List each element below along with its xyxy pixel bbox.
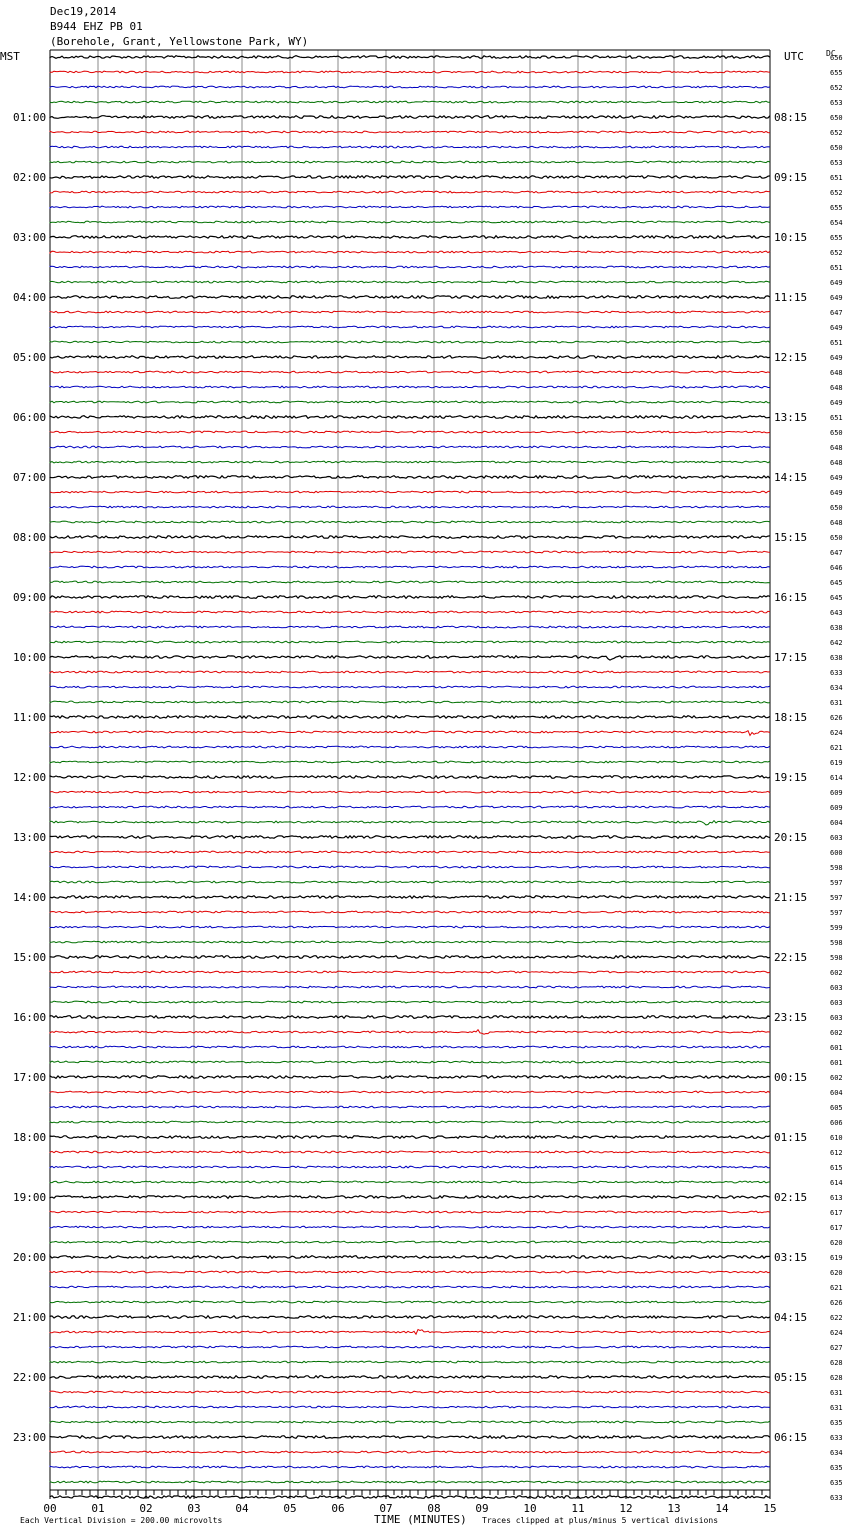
right-hour-label: 19:15 (774, 771, 808, 784)
left-hour-label: 18:00 (13, 1131, 47, 1144)
dc-offset-label: 650 (830, 114, 843, 122)
trace-line (50, 1316, 770, 1319)
dc-offset-label: 651 (830, 339, 843, 347)
dc-offset-label: 620 (830, 1239, 843, 1247)
left-hour-label: 14:00 (13, 891, 47, 904)
left-hour-label: 17:00 (13, 1071, 47, 1084)
trace-line (50, 1226, 770, 1228)
trace-line (50, 176, 770, 179)
trace-line (50, 671, 770, 673)
trace-line (50, 821, 770, 825)
dc-offset-label: 653 (830, 159, 843, 167)
dc-offset-label: 626 (830, 714, 843, 722)
trace-line (50, 1256, 770, 1259)
dc-offset-label: 650 (830, 504, 843, 512)
trace-line (50, 1346, 770, 1348)
right-hour-label: 01:15 (774, 1131, 808, 1144)
trace-line (50, 1091, 770, 1093)
left-hour-label: 21:00 (13, 1311, 47, 1324)
left-hour-label: 10:00 (13, 651, 47, 664)
trace-line (50, 1241, 770, 1243)
dc-offset-label: 624 (830, 729, 843, 737)
x-tick-label: 05 (283, 1502, 297, 1515)
dc-offset-label: 653 (830, 99, 843, 107)
trace-line (50, 626, 770, 628)
trace-line (50, 716, 770, 719)
trace-line (50, 206, 770, 208)
trace-line (50, 521, 770, 523)
left-hour-label: 20:00 (13, 1251, 47, 1264)
dc-offset-label: 652 (830, 249, 843, 257)
trace-line (50, 1301, 770, 1303)
right-hour-label: 03:15 (774, 1251, 808, 1264)
trace-line (50, 1181, 770, 1183)
trace-line (50, 71, 770, 73)
trace-line (50, 266, 770, 268)
left-hour-label: 02:00 (13, 171, 47, 184)
dc-offset-label: 655 (830, 69, 843, 77)
dc-offset-label: 601 (830, 1059, 843, 1067)
trace-line (50, 1361, 770, 1363)
dc-offset-label: 615 (830, 1164, 843, 1172)
trace-line (50, 1166, 770, 1168)
left-hour-label: 16:00 (13, 1011, 47, 1024)
trace-line (50, 1076, 770, 1079)
dc-offset-label: 645 (830, 594, 843, 602)
x-tick-label: 06 (331, 1502, 345, 1515)
right-hour-label: 13:15 (774, 411, 808, 424)
dc-offset-label: 598 (830, 954, 843, 962)
dc-offset-label: 600 (830, 849, 843, 857)
dc-offset-label: 606 (830, 1119, 843, 1127)
dc-offset-label: 617 (830, 1209, 843, 1217)
trace-line (50, 791, 770, 793)
trace-line (50, 1481, 770, 1483)
dc-offset-label: 649 (830, 489, 843, 497)
dc-offset-label: 603 (830, 999, 843, 1007)
trace-line (50, 491, 770, 493)
footer-clip-note: Traces clipped at plus/minus 5 vertical divisions (482, 1516, 719, 1525)
dc-offset-label: 638 (830, 654, 843, 662)
left-hour-label: 03:00 (13, 231, 47, 244)
left-hour-label: 15:00 (13, 951, 47, 964)
right-hour-label: 18:15 (774, 711, 808, 724)
dc-offset-label: 649 (830, 279, 843, 287)
dc-offset-label: 605 (830, 1104, 843, 1112)
trace-line (50, 1151, 770, 1153)
left-timezone-label: MST (0, 50, 20, 63)
dc-offset-label: 628 (830, 1359, 843, 1367)
dc-offset-label: 652 (830, 129, 843, 137)
trace-line (50, 101, 770, 103)
trace-line (50, 641, 770, 643)
trace-line (50, 806, 770, 808)
trace-line (50, 236, 770, 239)
dc-offset-label: 635 (830, 1419, 843, 1427)
trace-line (50, 746, 770, 748)
trace-line (50, 686, 770, 688)
dc-offset-label: 610 (830, 1134, 843, 1142)
trace-line (50, 1211, 770, 1213)
dc-offset-label: 635 (830, 1464, 843, 1472)
dc-offset-label: 649 (830, 399, 843, 407)
trace-line (50, 986, 770, 988)
right-hour-label: 04:15 (774, 1311, 808, 1324)
right-hour-label: 02:15 (774, 1191, 808, 1204)
right-timezone-label: UTC (784, 50, 804, 63)
trace-line (50, 911, 770, 913)
dc-offset-label: 619 (830, 759, 843, 767)
right-hour-label: 11:15 (774, 291, 808, 304)
x-tick-label: 10 (523, 1502, 537, 1515)
dc-offset-label: 598 (830, 939, 843, 947)
dc-offset-label: 609 (830, 789, 843, 797)
dc-offset-label: 612 (830, 1149, 843, 1157)
trace-line (50, 776, 770, 779)
dc-offset-label: 599 (830, 924, 843, 932)
trace-line (50, 1376, 770, 1379)
left-hour-label: 05:00 (13, 351, 47, 364)
right-hour-label: 05:15 (774, 1371, 808, 1384)
trace-line (50, 1391, 770, 1393)
trace-line (50, 356, 770, 359)
trace-line (50, 1030, 770, 1035)
trace-line (50, 326, 770, 328)
dc-offset-label: 602 (830, 1029, 843, 1037)
trace-line (50, 836, 770, 839)
trace-line (50, 1271, 770, 1273)
x-tick-label: 02 (139, 1502, 153, 1515)
right-hour-label: 06:15 (774, 1431, 808, 1444)
trace-line (50, 566, 770, 568)
x-tick-label: 13 (667, 1502, 681, 1515)
dc-offset-label: 622 (830, 1314, 843, 1322)
trace-line (50, 761, 770, 763)
dc-offset-label: 602 (830, 969, 843, 977)
trace-line (50, 1330, 770, 1335)
right-hour-label: 22:15 (774, 951, 808, 964)
dc-offset-label: 628 (830, 1374, 843, 1382)
dc-offset-label: 619 (830, 1254, 843, 1262)
dc-offset-label: 648 (830, 519, 843, 527)
dc-offset-label: 604 (830, 819, 843, 827)
dc-offset-label: 650 (830, 534, 843, 542)
left-hour-label: 07:00 (13, 471, 47, 484)
dc-offset-label: 646 (830, 564, 843, 572)
dc-offset-label: 631 (830, 1404, 843, 1412)
right-hour-label: 20:15 (774, 831, 808, 844)
trace-line (50, 1106, 770, 1108)
dc-offset-label: 650 (830, 429, 843, 437)
x-tick-label: 03 (187, 1502, 201, 1515)
dc-offset-label: 634 (830, 1449, 843, 1457)
left-hour-label: 09:00 (13, 591, 47, 604)
right-hour-label: 10:15 (774, 231, 808, 244)
dc-offset-label: 651 (830, 264, 843, 272)
dc-offset-label: 634 (830, 684, 843, 692)
left-hour-label: 04:00 (13, 291, 47, 304)
trace-line (50, 401, 770, 403)
dc-offset-label: 645 (830, 579, 843, 587)
dc-offset-label: 635 (830, 1479, 843, 1487)
trace-line (50, 1406, 770, 1408)
trace-line (50, 341, 770, 343)
dc-offset-label: 603 (830, 834, 843, 842)
dc-offset-label: 638 (830, 624, 843, 632)
x-tick-label: 08 (427, 1502, 441, 1515)
header-location: (Borehole, Grant, Yellowstone Park, WY) (50, 35, 309, 48)
right-hour-label: 23:15 (774, 1011, 808, 1024)
left-hour-label: 23:00 (13, 1431, 47, 1444)
trace-line (50, 611, 770, 613)
dc-offset-label: 651 (830, 174, 843, 182)
trace-line (50, 896, 770, 899)
trace-line (50, 296, 770, 299)
dc-offset-label: 647 (830, 549, 843, 557)
left-hour-label: 12:00 (13, 771, 47, 784)
trace-line (50, 86, 770, 88)
trace-line (50, 1286, 770, 1288)
trace-line (50, 581, 770, 583)
dc-offset-label: 620 (830, 1269, 843, 1277)
trace-line (50, 386, 770, 388)
trace-line (50, 926, 770, 928)
trace-line (50, 1016, 770, 1019)
x-tick-label: 04 (235, 1502, 249, 1515)
trace-line (50, 1136, 770, 1139)
dc-offset-label: 648 (830, 369, 843, 377)
trace-line (50, 656, 770, 660)
trace-line (50, 191, 770, 193)
trace-line (50, 416, 770, 419)
left-hour-label: 22:00 (13, 1371, 47, 1384)
dc-offset-label: 648 (830, 444, 843, 452)
footer-scale-note: Each Vertical Division = 200.00 microvolts (20, 1516, 223, 1525)
right-hour-label: 00:15 (774, 1071, 808, 1084)
dc-offset-label: 603 (830, 984, 843, 992)
trace-line (50, 941, 770, 943)
dc-offset-label: 652 (830, 84, 843, 92)
dc-offset-label: 597 (830, 909, 843, 917)
x-tick-label: 07 (379, 1502, 393, 1515)
trace-line (50, 446, 770, 448)
left-hour-label: 08:00 (13, 531, 47, 544)
x-tick-label: 15 (763, 1502, 777, 1515)
trace-line (50, 116, 770, 119)
trace-line (50, 371, 770, 373)
x-tick-label: 01 (91, 1502, 105, 1515)
dc-offset-label: 655 (830, 204, 843, 212)
left-hour-label: 01:00 (13, 111, 47, 124)
dc-offset-label: 654 (830, 219, 843, 227)
x-tick-label: 14 (715, 1502, 729, 1515)
trace-line (50, 146, 770, 148)
trace-line (50, 1466, 770, 1468)
right-hour-label: 21:15 (774, 891, 808, 904)
dc-label: DC (826, 49, 836, 58)
x-tick-label: 00 (43, 1502, 57, 1515)
trace-line (50, 281, 770, 283)
dc-offset-label: 598 (830, 864, 843, 872)
trace-line (50, 131, 770, 133)
left-hour-label: 13:00 (13, 831, 47, 844)
trace-line (50, 1421, 770, 1423)
trace-line (50, 596, 770, 599)
dc-offset-label: 621 (830, 744, 843, 752)
trace-line (50, 431, 770, 433)
dc-offset-label: 643 (830, 609, 843, 617)
dc-offset-label: 624 (830, 1329, 843, 1337)
trace-line (50, 851, 770, 853)
dc-offset-label: 601 (830, 1044, 843, 1052)
trace-line (50, 1196, 770, 1199)
dc-offset-label: 649 (830, 474, 843, 482)
trace-line (50, 701, 770, 703)
dc-offset-label: 613 (830, 1194, 843, 1202)
dc-offset-label: 655 (830, 234, 843, 242)
right-hour-label: 12:15 (774, 351, 808, 364)
dc-offset-label: 597 (830, 879, 843, 887)
trace-line (50, 1061, 770, 1063)
header-station: B944 EHZ PB 01 (50, 20, 143, 33)
trace-line (50, 1451, 770, 1453)
trace-line (50, 221, 770, 223)
trace-line (50, 971, 770, 973)
left-hour-label: 11:00 (13, 711, 47, 724)
header-date: Dec19,2014 (50, 5, 117, 18)
right-hour-label: 14:15 (774, 471, 808, 484)
dc-offset-label: 621 (830, 1284, 843, 1292)
dc-offset-label: 609 (830, 804, 843, 812)
trace-line (50, 161, 770, 163)
dc-offset-label: 649 (830, 294, 843, 302)
axis-labels (13, 54, 843, 1515)
trace-line (50, 1121, 770, 1123)
trace-line (50, 1001, 770, 1003)
dc-offset-label: 597 (830, 894, 843, 902)
left-hour-label: 06:00 (13, 411, 47, 424)
trace-line (50, 1436, 770, 1439)
dc-offset-label: 617 (830, 1224, 843, 1232)
trace-line (50, 866, 770, 868)
dc-offset-label: 604 (830, 1089, 843, 1097)
dc-offset-label: 631 (830, 699, 843, 707)
dc-offset-label: 649 (830, 354, 843, 362)
trace-line (50, 881, 770, 883)
dc-offset-label: 648 (830, 384, 843, 392)
dc-offset-label: 602 (830, 1074, 843, 1082)
trace-line (50, 251, 770, 253)
x-tick-label: 12 (619, 1502, 633, 1515)
dc-offset-label: 648 (830, 459, 843, 467)
trace-line (50, 1046, 770, 1048)
trace-line (50, 476, 770, 479)
trace-line (50, 536, 770, 539)
trace-line (50, 311, 770, 313)
footer-xlabel: TIME (MINUTES) (374, 1513, 467, 1526)
trace-line (50, 461, 770, 463)
dc-offset-label: 647 (830, 309, 843, 317)
trace-lines (50, 56, 770, 1499)
dc-offset-label: 651 (830, 414, 843, 422)
trace-line (50, 56, 770, 59)
dc-offset-label: 631 (830, 1389, 843, 1397)
dc-offset-label: 633 (830, 1434, 843, 1442)
right-hour-label: 15:15 (774, 531, 808, 544)
dc-offset-label: 614 (830, 774, 843, 782)
trace-line (50, 1496, 770, 1499)
x-tick-label: 11 (571, 1502, 585, 1515)
right-hour-label: 09:15 (774, 171, 808, 184)
trace-line (50, 731, 770, 736)
dc-offset-label: 603 (830, 1014, 843, 1022)
right-hour-label: 17:15 (774, 651, 808, 664)
trace-line (50, 506, 770, 508)
left-hour-label: 19:00 (13, 1191, 47, 1204)
dc-offset-label: 656 (830, 54, 843, 62)
trace-line (50, 956, 770, 959)
right-hour-label: 16:15 (774, 591, 808, 604)
x-tick-label: 09 (475, 1502, 489, 1515)
trace-line (50, 551, 770, 553)
right-hour-label: 08:15 (774, 111, 808, 124)
dc-offset-label: 614 (830, 1179, 843, 1187)
dc-offset-label: 633 (830, 1494, 843, 1502)
dc-offset-label: 652 (830, 189, 843, 197)
dc-offset-label: 626 (830, 1299, 843, 1307)
dc-offset-label: 633 (830, 669, 843, 677)
dc-offset-label: 642 (830, 639, 843, 647)
dc-offset-label: 650 (830, 144, 843, 152)
dc-offset-label: 627 (830, 1344, 843, 1352)
dc-offset-label: 649 (830, 324, 843, 332)
